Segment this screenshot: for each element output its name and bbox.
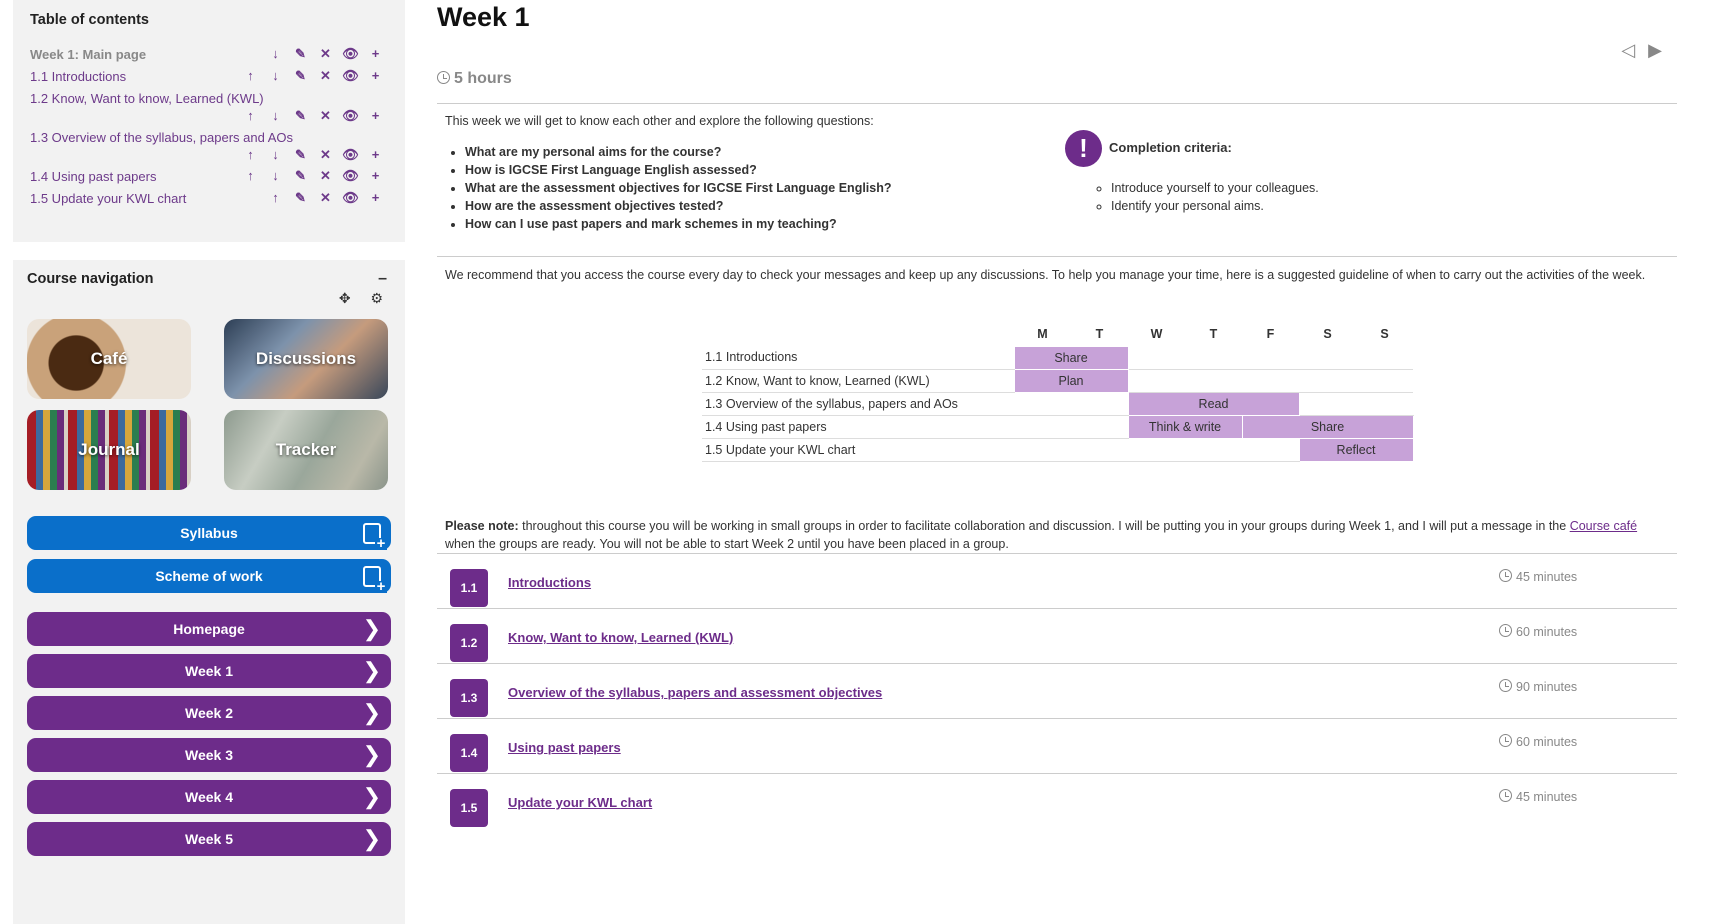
schedule-activity-label: 1.1 Introductions: [702, 346, 1014, 369]
schedule-empty-cell: [1299, 346, 1356, 369]
schedule-empty-cell: [1242, 346, 1299, 369]
please-note-text: [445, 517, 1660, 553]
toc-item-1-5[interactable]: [30, 191, 388, 213]
toc-item-1-3[interactable]: [30, 130, 388, 169]
schedule-activity-label: 1.5 Update your KWL chart: [702, 438, 1014, 461]
schedule-empty-cell: [1242, 369, 1299, 392]
activity-duration-label: 60 minutes: [1516, 625, 1578, 639]
schedule-row: [702, 438, 1413, 461]
questions-list: [465, 145, 892, 235]
schedule-empty-cell: [1071, 392, 1128, 415]
schedule-activity-cell: Think & write: [1128, 415, 1242, 438]
toc-item-1-1[interactable]: [30, 69, 388, 91]
chevron-right-icon: ❯: [362, 784, 381, 809]
chevron-right-icon: ❯: [362, 616, 381, 641]
syllabus-button[interactable]: [27, 516, 391, 550]
toc-item-tools: [238, 108, 388, 124]
schedule-empty-cell: [1071, 415, 1128, 438]
schedule-activity-cell: Reflect: [1299, 438, 1413, 461]
activity-duration-label: 45 minutes: [1516, 790, 1578, 804]
week-duration: [437, 70, 512, 88]
activity-duration: [1499, 789, 1577, 804]
edit-icon[interactable]: ✎: [295, 168, 306, 183]
activity-duration: [1499, 679, 1577, 694]
completion-title: Completion criteria:: [1109, 140, 1232, 155]
activity-link[interactable]: Update your KWL chart: [508, 795, 653, 810]
activity-duration-label: 60 minutes: [1516, 735, 1578, 749]
activity-row: [437, 663, 1677, 718]
edit-icon[interactable]: ✎: [295, 190, 306, 205]
toc-title: Table of contents: [30, 12, 149, 28]
activity-row: [437, 718, 1677, 773]
completion-item: ◦ Introduce yourself to your colleagues.: [1111, 181, 1319, 195]
day-header: W: [1150, 327, 1163, 341]
move-up-icon[interactable]: ↑: [247, 147, 254, 162]
tracker-tile[interactable]: Tracker: [224, 410, 388, 490]
activity-number-badge: 1.5: [450, 789, 488, 827]
clock-icon: [1499, 569, 1512, 582]
activity-duration: [1499, 569, 1577, 584]
activity-link[interactable]: Using past papers: [508, 740, 621, 755]
delete-icon[interactable]: ✕: [320, 168, 331, 183]
day-header: S: [1323, 327, 1332, 341]
view-icon[interactable]: 👁: [342, 46, 359, 61]
add-icon[interactable]: +: [371, 108, 380, 123]
homepage-button-label: Homepage: [173, 621, 245, 637]
schedule-empty-cell: [1128, 369, 1185, 392]
view-icon[interactable]: 👁: [342, 190, 359, 205]
toc-item-1-4[interactable]: [30, 169, 388, 191]
scheme-of-work-button-label: Scheme of work: [155, 568, 263, 584]
view-icon[interactable]: 👁: [342, 147, 359, 162]
schedule-activity-label: 1.3 Overview of the syllabus, papers and AOs: [702, 392, 1014, 415]
schedule-empty-cell: [1299, 369, 1356, 392]
journal-tile[interactable]: Journal: [27, 410, 191, 490]
toc-item-tools: [238, 147, 388, 163]
clock-icon: [1499, 734, 1512, 747]
divider: [437, 256, 1677, 257]
note-text-1: throughout this course you will be working in small groups in order to facilitate collaboration and discussion. I will be putting you in your groups during Week 1, and I will put a message in the: [518, 519, 1570, 533]
schedule-activity-cell: Plan: [1014, 369, 1128, 392]
add-icon[interactable]: +: [371, 46, 380, 61]
view-icon[interactable]: 👁: [342, 168, 359, 183]
activity-row: [437, 773, 1677, 828]
chevron-right-icon: ❯: [362, 700, 381, 725]
question-item: • What are the assessment objectives for IGCSE First Language English?: [465, 181, 892, 195]
week-5-button-label: Week 5: [185, 831, 233, 847]
schedule-empty-cell: [1242, 438, 1299, 461]
day-header: T: [1095, 326, 1104, 341]
add-icon[interactable]: +: [371, 190, 380, 205]
nav-tiles: [27, 319, 391, 490]
schedule-empty-cell: [1014, 438, 1071, 461]
homepage-button[interactable]: [27, 612, 391, 646]
schedule-empty-cell: [1185, 438, 1242, 461]
toc-item-tools: [238, 168, 388, 184]
activity-duration: [1499, 734, 1577, 749]
schedule-empty-cell: [1014, 392, 1071, 415]
clock-icon: [1499, 789, 1512, 802]
activity-number-badge: 1.2: [450, 624, 488, 662]
move-down-icon[interactable]: ↓: [272, 68, 279, 83]
activity-duration-label: 90 minutes: [1516, 680, 1578, 694]
course-navigation-panel: [13, 260, 405, 924]
intro-text: This week we will get to know each other and explore the following questions:: [445, 114, 874, 128]
schedule-empty-cell: [1185, 346, 1242, 369]
question-item: • What are my personal aims for the course?: [465, 145, 892, 159]
schedule-empty-cell: [1185, 369, 1242, 392]
page-pager-arrows[interactable]: ◁ ▶: [1621, 40, 1666, 60]
day-header: S: [1380, 327, 1389, 341]
question-item: • How is IGCSE First Language English assessed?: [465, 163, 892, 177]
course-cafe-link[interactable]: Course café: [1569, 519, 1638, 533]
scheme-of-work-button[interactable]: [27, 559, 391, 593]
activity-link[interactable]: Overview of the syllabus, papers and assessment objectives: [508, 685, 883, 700]
toc-item-tools: [238, 68, 388, 84]
move-down-icon[interactable]: ↓: [272, 108, 279, 123]
delete-icon[interactable]: ✕: [320, 147, 331, 162]
activity-row: [437, 553, 1677, 608]
clock-icon: [1499, 624, 1512, 637]
schedule-empty-cell: [1356, 369, 1413, 392]
schedule-row: [702, 369, 1413, 392]
edit-icon[interactable]: ✎: [295, 147, 306, 162]
exclamation-icon: !: [1065, 130, 1102, 167]
divider: [437, 103, 1677, 104]
chevron-right-icon: ❯: [362, 658, 381, 683]
toc-item-week1-main[interactable]: [30, 47, 388, 69]
toc-item-label[interactable]: 1.2 Know, Want to know, Learned (KWL): [30, 91, 264, 106]
move-up-icon[interactable]: ↑: [247, 108, 254, 123]
schedule-empty-cell: [1071, 438, 1128, 461]
delete-icon[interactable]: ✕: [320, 46, 331, 61]
week-3-button[interactable]: [27, 738, 391, 772]
toc-item-label[interactable]: 1.4 Using past papers: [30, 169, 157, 184]
clock-icon: [437, 71, 450, 84]
activity-number-badge: 1.4: [450, 734, 488, 772]
move-down-icon[interactable]: ↓: [272, 168, 279, 183]
schedule-empty-cell: [1014, 415, 1071, 438]
note-lead: Please note:: [445, 519, 519, 533]
view-icon[interactable]: 👁: [342, 108, 359, 123]
syllabus-button-label: Syllabus: [180, 525, 238, 541]
schedule-table: [702, 322, 1414, 462]
add-document-icon: [363, 523, 381, 544]
completion-item: ◦ Identify your personal aims.: [1111, 199, 1319, 213]
activity-number-badge: 1.3: [450, 679, 488, 717]
day-header: T: [1209, 327, 1218, 341]
activity-duration: [1499, 624, 1577, 639]
schedule-row: [702, 392, 1413, 415]
move-up-icon[interactable]: ↑: [272, 190, 279, 205]
discussions-tile[interactable]: Discussions: [224, 319, 388, 399]
schedule-empty-cell: [1299, 392, 1356, 415]
schedule-empty-cell: [1128, 346, 1185, 369]
day-header: F: [1266, 327, 1275, 341]
edit-icon[interactable]: ✎: [295, 46, 306, 61]
week-3-button-label: Week 3: [185, 747, 233, 763]
activity-number-badge: 1.1: [450, 569, 488, 607]
add-icon[interactable]: +: [371, 168, 380, 183]
chevron-right-icon: ❯: [362, 742, 381, 767]
edit-icon[interactable]: ✎: [295, 68, 306, 83]
toc-item-1-2[interactable]: [30, 91, 388, 130]
table-of-contents-panel: [13, 0, 405, 242]
course-navigation-title: Course navigation: [27, 271, 154, 287]
schedule-activity-label: 1.4 Using past papers: [702, 415, 1014, 438]
page-title: Week 1: [437, 2, 530, 32]
move-up-icon[interactable]: ↑: [247, 68, 254, 83]
question-item: • How can I use past papers and mark schemes in my teaching?: [465, 217, 892, 231]
move-down-icon[interactable]: ↓: [272, 46, 279, 61]
block-tools-icons[interactable]: ✥ ⚙: [338, 290, 391, 306]
completion-list: [1111, 181, 1319, 217]
delete-icon[interactable]: ✕: [320, 68, 331, 83]
collapse-icon[interactable]: –: [378, 270, 387, 287]
delete-icon[interactable]: ✕: [320, 190, 331, 205]
move-down-icon[interactable]: ↓: [272, 147, 279, 162]
schedule-header-row: [702, 322, 1413, 346]
activity-row: [437, 608, 1677, 663]
week-2-button-label: Week 2: [185, 705, 233, 721]
cafe-tile[interactable]: Café: [27, 319, 191, 399]
toc-item-tools: [263, 190, 388, 206]
add-document-icon: [363, 566, 381, 587]
toc-item-label[interactable]: 1.1 Introductions: [30, 69, 127, 84]
recommendation-text: We recommend that you access the course every day to check your messages and keep up any discussions. To help you manage your time, here is a suggested guideline of when to carry out the activities of the week.: [445, 268, 1646, 282]
schedule-row: [702, 346, 1413, 369]
activity-link[interactable]: Know, Want to know, Learned (KWL): [508, 630, 734, 645]
add-icon[interactable]: +: [371, 68, 380, 83]
week-4-button-label: Week 4: [185, 789, 233, 805]
week-2-button[interactable]: [27, 696, 391, 730]
activity-link[interactable]: Introductions: [508, 575, 592, 590]
week-1-button-label: Week 1: [185, 663, 233, 679]
schedule-empty-cell: [1128, 438, 1185, 461]
edit-icon[interactable]: ✎: [295, 108, 306, 123]
schedule-activity-label: 1.2 Know, Want to know, Learned (KWL): [702, 369, 1014, 392]
day-header: M: [1037, 326, 1048, 341]
note-text-2: when the groups are ready. You will not be able to start Week 2 until you have been placed in a group.: [445, 537, 1009, 551]
schedule-row: [702, 415, 1413, 438]
week-1-button[interactable]: [27, 654, 391, 688]
toc-item-label[interactable]: 1.3 Overview of the syllabus, papers and AOs: [30, 130, 294, 145]
week-hours: 5 hours: [454, 70, 512, 87]
toc-item-tools: [263, 46, 388, 62]
schedule-activity-cell: Share: [1242, 415, 1413, 438]
add-icon[interactable]: +: [371, 147, 380, 162]
activity-duration-label: 45 minutes: [1516, 570, 1578, 584]
schedule-header-blank: [702, 322, 1014, 346]
schedule-activity-cell: Read: [1128, 392, 1299, 415]
schedule-empty-cell: [1356, 346, 1413, 369]
chevron-right-icon: ❯: [362, 826, 381, 851]
week-5-button[interactable]: [27, 822, 391, 856]
move-up-icon[interactable]: ↑: [247, 168, 254, 183]
schedule-body: [702, 346, 1413, 461]
schedule-empty-cell: [1356, 392, 1413, 415]
week-4-button[interactable]: [27, 780, 391, 814]
question-item: • How are the assessment objectives tested?: [465, 199, 892, 213]
toc-item-label[interactable]: 1.5 Update your KWL chart: [30, 191, 187, 206]
delete-icon[interactable]: ✕: [320, 108, 331, 123]
clock-icon: [1499, 679, 1512, 692]
schedule-activity-cell: Share: [1014, 346, 1128, 369]
view-icon[interactable]: 👁: [342, 68, 359, 83]
toc-item-label[interactable]: Week 1: Main page: [30, 47, 147, 62]
